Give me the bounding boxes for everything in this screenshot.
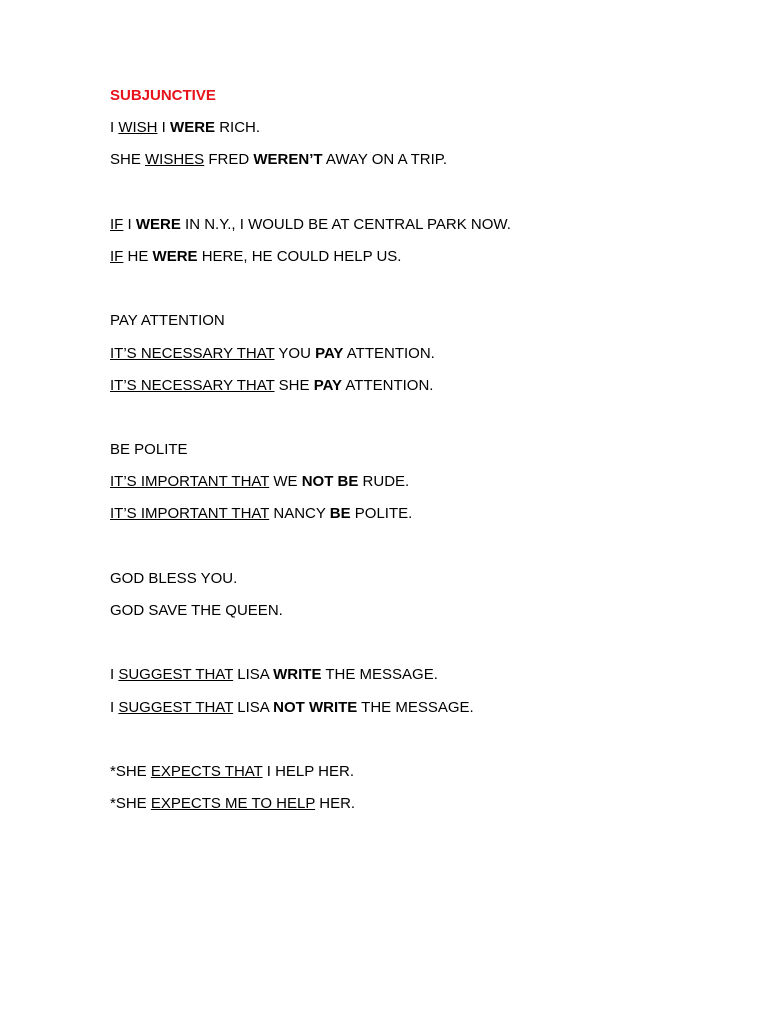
text-line xyxy=(110,309,730,333)
underlined-trigger: IT’S IMPORTANT THAT xyxy=(110,505,270,523)
document-body xyxy=(110,116,730,816)
text-segment: I xyxy=(110,698,119,716)
text-segment: LISA xyxy=(233,698,274,716)
text-segment: SHE xyxy=(274,376,314,394)
emphasized-verb: PAY xyxy=(313,376,343,394)
text-segment: NANCY xyxy=(269,505,330,523)
emphasized-verb: WERE xyxy=(135,215,181,233)
text-segment: HERE, HE COULD HELP US. xyxy=(197,247,402,265)
blank-line xyxy=(110,728,730,752)
emphasized-verb: WRITE xyxy=(273,666,322,684)
text-segment: PAY ATTENTION xyxy=(110,312,225,330)
underlined-trigger: IT’S NECESSARY THAT xyxy=(110,376,275,394)
text-segment: POLITE. xyxy=(350,505,413,523)
text-segment: LISA xyxy=(233,666,274,684)
text-segment: THE MESSAGE. xyxy=(357,698,474,716)
underlined-trigger: IT’S NECESSARY THAT xyxy=(110,344,275,362)
emphasized-verb: BE xyxy=(329,505,351,523)
text-segment: GOD SAVE THE QUEEN. xyxy=(110,602,283,619)
text-segment: AWAY ON A TRIP. xyxy=(322,151,448,169)
blank-line xyxy=(110,535,730,559)
text-segment: *SHE xyxy=(110,762,151,780)
text-segment: HE xyxy=(123,247,153,265)
document-page xyxy=(110,84,730,824)
text-segment: GOD BLESS YOU. xyxy=(110,569,238,587)
text-line xyxy=(110,696,730,720)
text-segment: I HELP HER. xyxy=(262,762,354,780)
underlined-trigger: IF xyxy=(110,215,124,233)
underlined-trigger: SUGGEST THAT xyxy=(118,698,234,716)
emphasized-verb: WEREN’T xyxy=(253,151,323,169)
text-line xyxy=(110,116,730,140)
text-segment: BE POLITE xyxy=(110,441,188,459)
underlined-trigger: EXPECTS THAT xyxy=(150,762,263,780)
text-line xyxy=(110,213,730,237)
underlined-trigger: WISHES xyxy=(145,151,205,169)
text-line xyxy=(110,470,730,494)
text-line xyxy=(110,374,730,398)
text-segment: I xyxy=(157,119,171,137)
text-segment: I xyxy=(110,666,119,684)
emphasized-verb: WERE xyxy=(170,119,216,137)
text-segment: RUDE. xyxy=(358,473,410,491)
text-line xyxy=(110,438,730,462)
text-segment: *SHE xyxy=(110,795,151,813)
text-line xyxy=(110,502,730,526)
underlined-trigger: IT’S IMPORTANT THAT xyxy=(110,473,270,491)
text-line xyxy=(110,792,730,816)
underlined-trigger: IF xyxy=(110,247,124,265)
text-segment: ATTENTION. xyxy=(343,344,435,362)
text-line xyxy=(110,567,730,591)
emphasized-verb: WERE xyxy=(152,247,198,265)
text-segment: IN N.Y., I WOULD BE AT CENTRAL PARK NOW. xyxy=(180,215,511,233)
underlined-trigger: WISH xyxy=(118,119,158,137)
blank-line xyxy=(110,631,730,655)
text-line xyxy=(110,599,730,623)
text-line xyxy=(110,760,730,784)
emphasized-verb: PAY xyxy=(315,344,344,362)
text-segment: RICH. xyxy=(215,119,261,137)
blank-line xyxy=(110,181,730,205)
text-line xyxy=(110,148,730,172)
text-line xyxy=(110,342,730,366)
text-line xyxy=(110,245,730,269)
text-segment: YOU xyxy=(274,344,316,362)
emphasized-verb: NOT WRITE xyxy=(273,698,358,716)
text-segment: WE xyxy=(269,473,302,491)
text-line xyxy=(110,663,730,687)
text-segment: I xyxy=(110,119,119,137)
text-segment: HER. xyxy=(315,795,356,813)
text-segment: THE MESSAGE. xyxy=(321,666,438,684)
emphasized-verb: NOT BE xyxy=(301,473,359,491)
underlined-trigger: EXPECTS ME TO HELP xyxy=(150,795,316,813)
blank-line xyxy=(110,406,730,430)
document-title: SUBJUNCTIVE xyxy=(110,87,216,104)
text-segment: FRED xyxy=(204,151,254,169)
blank-line xyxy=(110,277,730,301)
text-segment: ATTENTION. xyxy=(342,376,434,394)
underlined-trigger: SUGGEST THAT xyxy=(118,666,234,684)
text-segment: I xyxy=(123,215,136,233)
text-segment: SHE xyxy=(110,151,146,169)
